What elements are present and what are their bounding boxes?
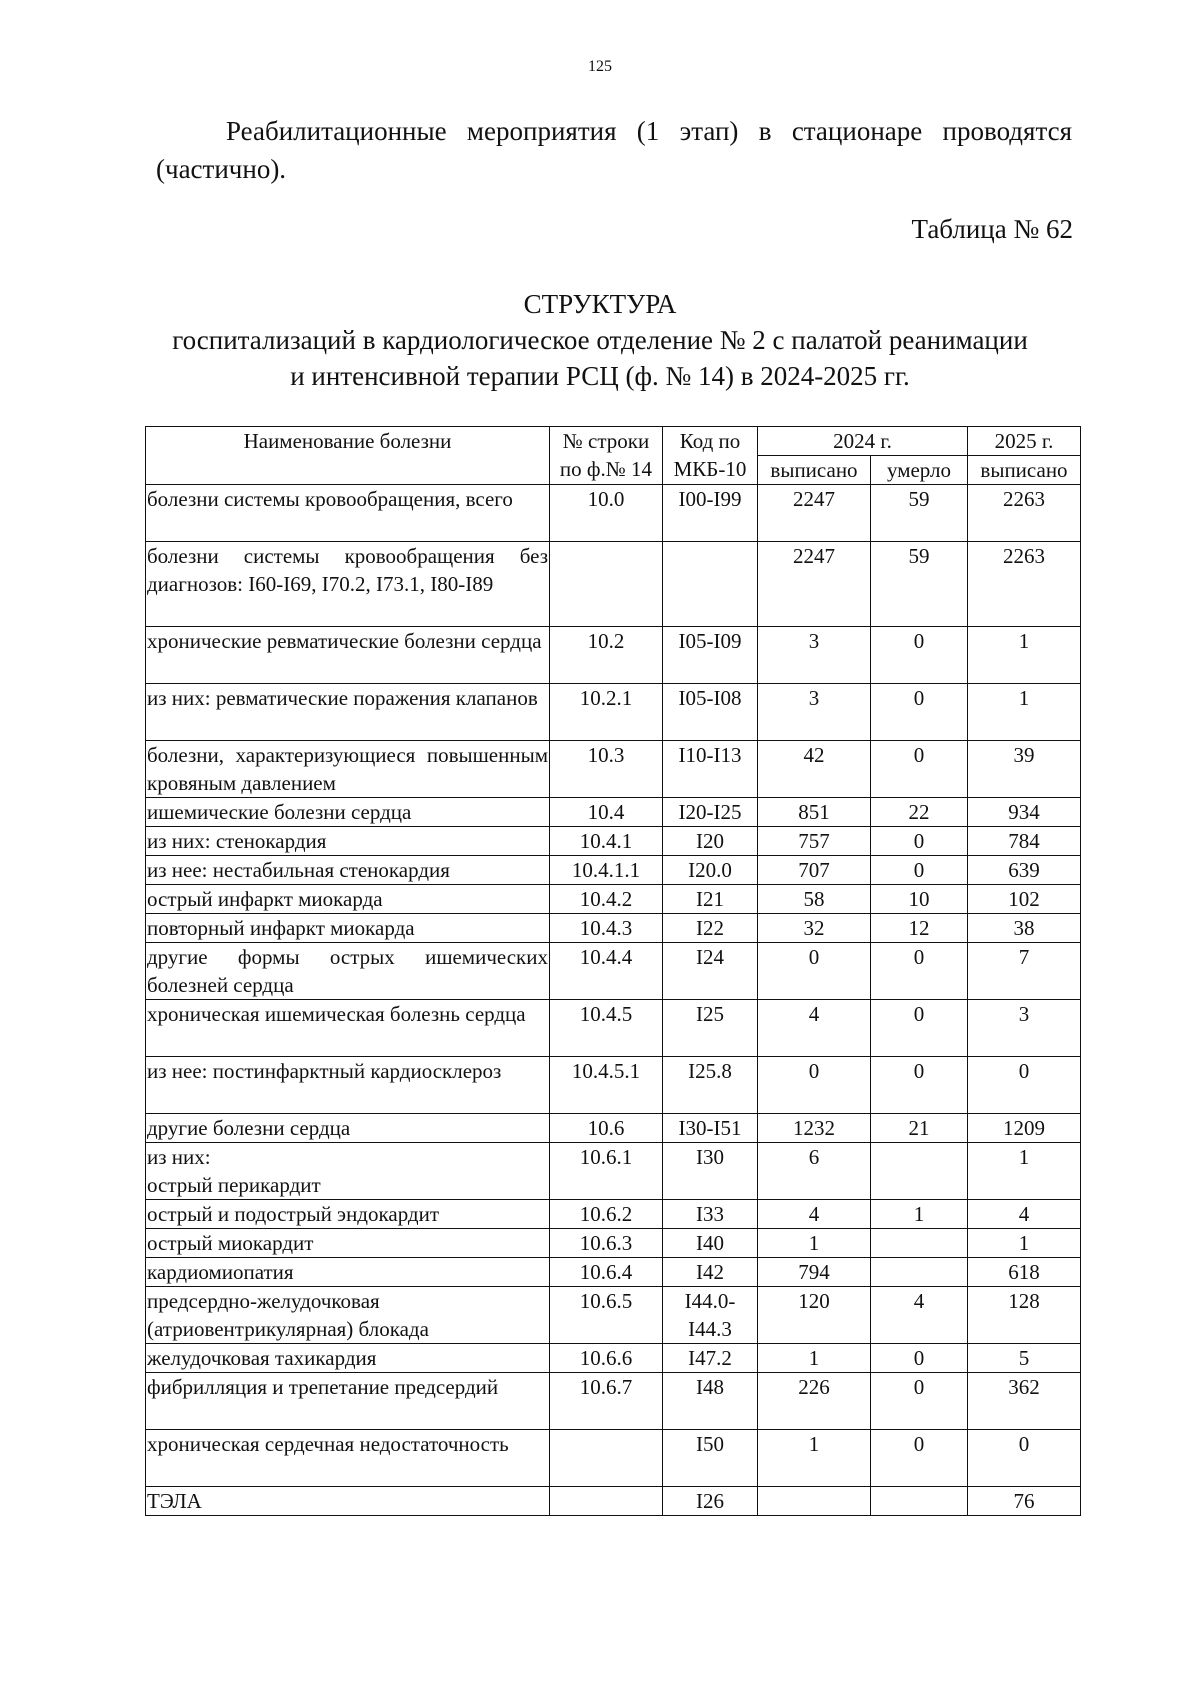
discharged-2024-cell: 2247 (758, 485, 871, 542)
icd-code-cell: I05-I09 (663, 627, 758, 684)
table-row (146, 1114, 1081, 1143)
intro-paragraph: Реабилитационные мероприятия (1 этап) в стационаре проводятся (частично). (156, 116, 1072, 184)
icd-code-cell: I48 (663, 1373, 758, 1430)
header-year-2025: 2025 г. (968, 427, 1081, 456)
row-number-cell (550, 1487, 663, 1516)
row-number-cell: 10.6.6 (550, 1344, 663, 1373)
died-2024-cell: 10 (871, 885, 968, 914)
table-body (146, 485, 1081, 1516)
disease-name-cell: острый миокардит (146, 1229, 550, 1258)
header-name: Наименование болезни (146, 427, 550, 485)
row-number-cell: 10.0 (550, 485, 663, 542)
discharged-2024-cell: 1 (758, 1229, 871, 1258)
discharged-2025-cell: 76 (968, 1487, 1081, 1516)
icd-code-cell: I26 (663, 1487, 758, 1516)
died-2024-cell: 21 (871, 1114, 968, 1143)
row-number-cell: 10.4.1.1 (550, 856, 663, 885)
died-2024-cell: 59 (871, 485, 968, 542)
discharged-2025-cell: 3 (968, 1000, 1081, 1057)
table-row (146, 542, 1081, 627)
died-2024-cell (871, 1229, 968, 1258)
discharged-2024-cell: 42 (758, 741, 871, 798)
row-number-cell: 10.4 (550, 798, 663, 827)
disease-name-cell: другие формы острых ишемических болезней сердца (146, 943, 550, 1000)
disease-name-cell: из нее: постинфарктный кардиосклероз (146, 1057, 550, 1114)
died-2024-cell: 0 (871, 1344, 968, 1373)
table-row (146, 943, 1081, 1000)
discharged-2024-cell: 757 (758, 827, 871, 856)
discharged-2025-cell: 2263 (968, 485, 1081, 542)
table-row (146, 1229, 1081, 1258)
header-icd-code-line2: МКБ-10 (673, 457, 747, 481)
discharged-2025-cell: 1209 (968, 1114, 1081, 1143)
icd-code-cell: I50 (663, 1430, 758, 1487)
icd-code-cell: I10-I13 (663, 741, 758, 798)
discharged-2025-cell: 2263 (968, 542, 1081, 627)
subtitle-line-2: и интенсивной терапии РСЦ (ф. № 14) в 2024-2025 гг. (290, 361, 910, 391)
discharged-2025-cell: 618 (968, 1258, 1081, 1287)
disease-name-cell: из нее: нестабильная стенокардия (146, 856, 550, 885)
died-2024-cell: 0 (871, 1000, 968, 1057)
discharged-2024-cell: 58 (758, 885, 871, 914)
icd-code-cell: I24 (663, 943, 758, 1000)
icd-code-cell: I22 (663, 914, 758, 943)
icd-code-cell: I20 (663, 827, 758, 856)
icd-code-cell: I47.2 (663, 1344, 758, 1373)
table-row (146, 1143, 1081, 1200)
table-row (146, 627, 1081, 684)
table-row (146, 1430, 1081, 1487)
document-title: СТРУКТУРА (523, 289, 677, 319)
discharged-2024-cell: 32 (758, 914, 871, 943)
page-number: 125 (588, 58, 612, 75)
died-2024-cell: 0 (871, 943, 968, 1000)
disease-name-cell: ТЭЛА (146, 1487, 550, 1516)
disease-name-cell: предсердно-желудочковая (атриовентрикулярная) блокада (146, 1287, 550, 1344)
table-row (146, 485, 1081, 542)
header-discharged-2024: выписано (758, 456, 871, 485)
discharged-2025-cell: 1 (968, 684, 1081, 741)
died-2024-cell: 22 (871, 798, 968, 827)
discharged-2024-cell: 226 (758, 1373, 871, 1430)
died-2024-cell: 0 (871, 1057, 968, 1114)
table-row (146, 856, 1081, 885)
died-2024-cell (871, 1487, 968, 1516)
row-number-cell: 10.4.4 (550, 943, 663, 1000)
title-block (0, 286, 1200, 394)
disease-name-cell: болезни, характеризующиеся повышенным кровяным давлением (146, 741, 550, 798)
header-icd-code-line1: Код по (679, 429, 741, 453)
disease-name-cell: болезни системы кровообращения, всего (146, 485, 550, 542)
disease-name-cell: хроническая сердечная недостаточность (146, 1430, 550, 1487)
died-2024-cell: 0 (871, 741, 968, 798)
table-row (146, 798, 1081, 827)
icd-code-cell: I40 (663, 1229, 758, 1258)
disease-name-cell: острый инфаркт миокарда (146, 885, 550, 914)
discharged-2024-cell: 794 (758, 1258, 871, 1287)
discharged-2024-cell: 707 (758, 856, 871, 885)
discharged-2025-cell: 1 (968, 627, 1081, 684)
row-number-cell: 10.6.4 (550, 1258, 663, 1287)
discharged-2025-cell: 0 (968, 1057, 1081, 1114)
table-row (146, 1258, 1081, 1287)
discharged-2024-cell (758, 1487, 871, 1516)
died-2024-cell: 0 (871, 1373, 968, 1430)
died-2024-cell: 59 (871, 542, 968, 627)
icd-code-cell: I30 (663, 1143, 758, 1200)
row-number-cell: 10.6.7 (550, 1373, 663, 1430)
table-row (146, 741, 1081, 798)
discharged-2025-cell: 4 (968, 1200, 1081, 1229)
row-number-cell: 10.3 (550, 741, 663, 798)
table-row (146, 1287, 1081, 1344)
discharged-2024-cell: 3 (758, 684, 871, 741)
row-number-cell: 10.2.1 (550, 684, 663, 741)
discharged-2024-cell: 120 (758, 1287, 871, 1344)
discharged-2025-cell: 362 (968, 1373, 1081, 1430)
row-number-cell (550, 1430, 663, 1487)
disease-name-cell: болезни системы кровообращения без диагнозов: I60-I69, I70.2, I73.1, I80-I89 (146, 542, 550, 627)
discharged-2025-cell: 1 (968, 1143, 1081, 1200)
died-2024-cell: 1 (871, 1200, 968, 1229)
discharged-2025-cell: 7 (968, 943, 1081, 1000)
discharged-2025-cell: 784 (968, 827, 1081, 856)
discharged-2025-cell: 5 (968, 1344, 1081, 1373)
discharged-2024-cell: 1232 (758, 1114, 871, 1143)
discharged-2025-cell: 1 (968, 1229, 1081, 1258)
disease-name-cell: повторный инфаркт миокарда (146, 914, 550, 943)
died-2024-cell: 12 (871, 914, 968, 943)
died-2024-cell: 0 (871, 827, 968, 856)
header-icd-code (663, 427, 758, 485)
row-number-cell: 10.6 (550, 1114, 663, 1143)
header-discharged-2025: выписано (968, 456, 1081, 485)
table-row (146, 885, 1081, 914)
died-2024-cell (871, 1143, 968, 1200)
died-2024-cell: 0 (871, 856, 968, 885)
hospitalization-table (145, 426, 1081, 1516)
table-row (146, 827, 1081, 856)
disease-name-cell: хроническая ишемическая болезнь сердца (146, 1000, 550, 1057)
row-number-cell: 10.6.1 (550, 1143, 663, 1200)
discharged-2025-cell: 934 (968, 798, 1081, 827)
discharged-2024-cell: 3 (758, 627, 871, 684)
discharged-2025-cell: 639 (968, 856, 1081, 885)
died-2024-cell: 0 (871, 627, 968, 684)
row-number-cell: 10.4.5 (550, 1000, 663, 1057)
died-2024-cell: 4 (871, 1287, 968, 1344)
disease-name-cell: хронические ревматические болезни сердца (146, 627, 550, 684)
table-row (146, 1373, 1081, 1430)
table-row (146, 1000, 1081, 1057)
discharged-2024-cell: 1 (758, 1430, 871, 1487)
disease-name-cell: из них: острый перикардит (146, 1143, 550, 1200)
discharged-2025-cell: 38 (968, 914, 1081, 943)
icd-code-cell: I21 (663, 885, 758, 914)
discharged-2024-cell: 2247 (758, 542, 871, 627)
row-number-cell: 10.6.3 (550, 1229, 663, 1258)
discharged-2025-cell: 39 (968, 741, 1081, 798)
died-2024-cell: 0 (871, 684, 968, 741)
row-number-cell: 10.4.5.1 (550, 1057, 663, 1114)
disease-name-cell: острый и подострый эндокардит (146, 1200, 550, 1229)
icd-code-cell: I00-I99 (663, 485, 758, 542)
table-row (146, 1344, 1081, 1373)
icd-code-cell: I25 (663, 1000, 758, 1057)
icd-code-cell: I20-I25 (663, 798, 758, 827)
row-number-cell: 10.6.5 (550, 1287, 663, 1344)
disease-name-cell: из них: ревматические поражения клапанов (146, 684, 550, 741)
icd-code-cell: I20.0 (663, 856, 758, 885)
disease-name-cell: из них: стенокардия (146, 827, 550, 856)
icd-code-cell: I30-I51 (663, 1114, 758, 1143)
row-number-cell (550, 542, 663, 627)
table-header (146, 427, 1081, 485)
disease-name-cell: желудочковая тахикардия (146, 1344, 550, 1373)
disease-name-cell: другие болезни сердца (146, 1114, 550, 1143)
died-2024-cell (871, 1258, 968, 1287)
header-row-number-line2: по ф.№ 14 (559, 457, 653, 481)
disease-name-cell: ишемические болезни сердца (146, 798, 550, 827)
row-number-cell: 10.4.2 (550, 885, 663, 914)
discharged-2024-cell: 4 (758, 1200, 871, 1229)
icd-code-cell: I44.0-I44.3 (663, 1287, 758, 1344)
header-row-number (550, 427, 663, 485)
discharged-2025-cell: 102 (968, 885, 1081, 914)
header-died-2024: умерло (871, 456, 968, 485)
table-row (146, 1200, 1081, 1229)
table-row (146, 914, 1081, 943)
discharged-2024-cell: 1 (758, 1344, 871, 1373)
table-row (146, 1057, 1081, 1114)
row-number-cell: 10.4.3 (550, 914, 663, 943)
row-number-cell: 10.6.2 (550, 1200, 663, 1229)
row-number-cell: 10.4.1 (550, 827, 663, 856)
icd-code-cell (663, 542, 758, 627)
discharged-2024-cell: 4 (758, 1000, 871, 1057)
discharged-2024-cell: 0 (758, 943, 871, 1000)
table-row (146, 1487, 1081, 1516)
disease-name-cell: фибрилляция и трепетание предсердий (146, 1373, 550, 1430)
discharged-2025-cell: 0 (968, 1430, 1081, 1487)
table-number: Таблица № 62 (911, 214, 1073, 244)
row-number-cell: 10.2 (550, 627, 663, 684)
icd-code-cell: I33 (663, 1200, 758, 1229)
icd-code-cell: I25.8 (663, 1057, 758, 1114)
icd-code-cell: I05-I08 (663, 684, 758, 741)
discharged-2025-cell: 128 (968, 1287, 1081, 1344)
discharged-2024-cell: 0 (758, 1057, 871, 1114)
table-row (146, 684, 1081, 741)
discharged-2024-cell: 851 (758, 798, 871, 827)
subtitle-line-1: госпитализаций в кардиологическое отделение № 2 с палатой реанимации (172, 325, 1028, 355)
disease-name-cell: кардиомиопатия (146, 1258, 550, 1287)
discharged-2024-cell: 6 (758, 1143, 871, 1200)
header-year-2024: 2024 г. (758, 427, 968, 456)
died-2024-cell: 0 (871, 1430, 968, 1487)
icd-code-cell: I42 (663, 1258, 758, 1287)
header-row-number-line1: № строки (562, 429, 650, 453)
